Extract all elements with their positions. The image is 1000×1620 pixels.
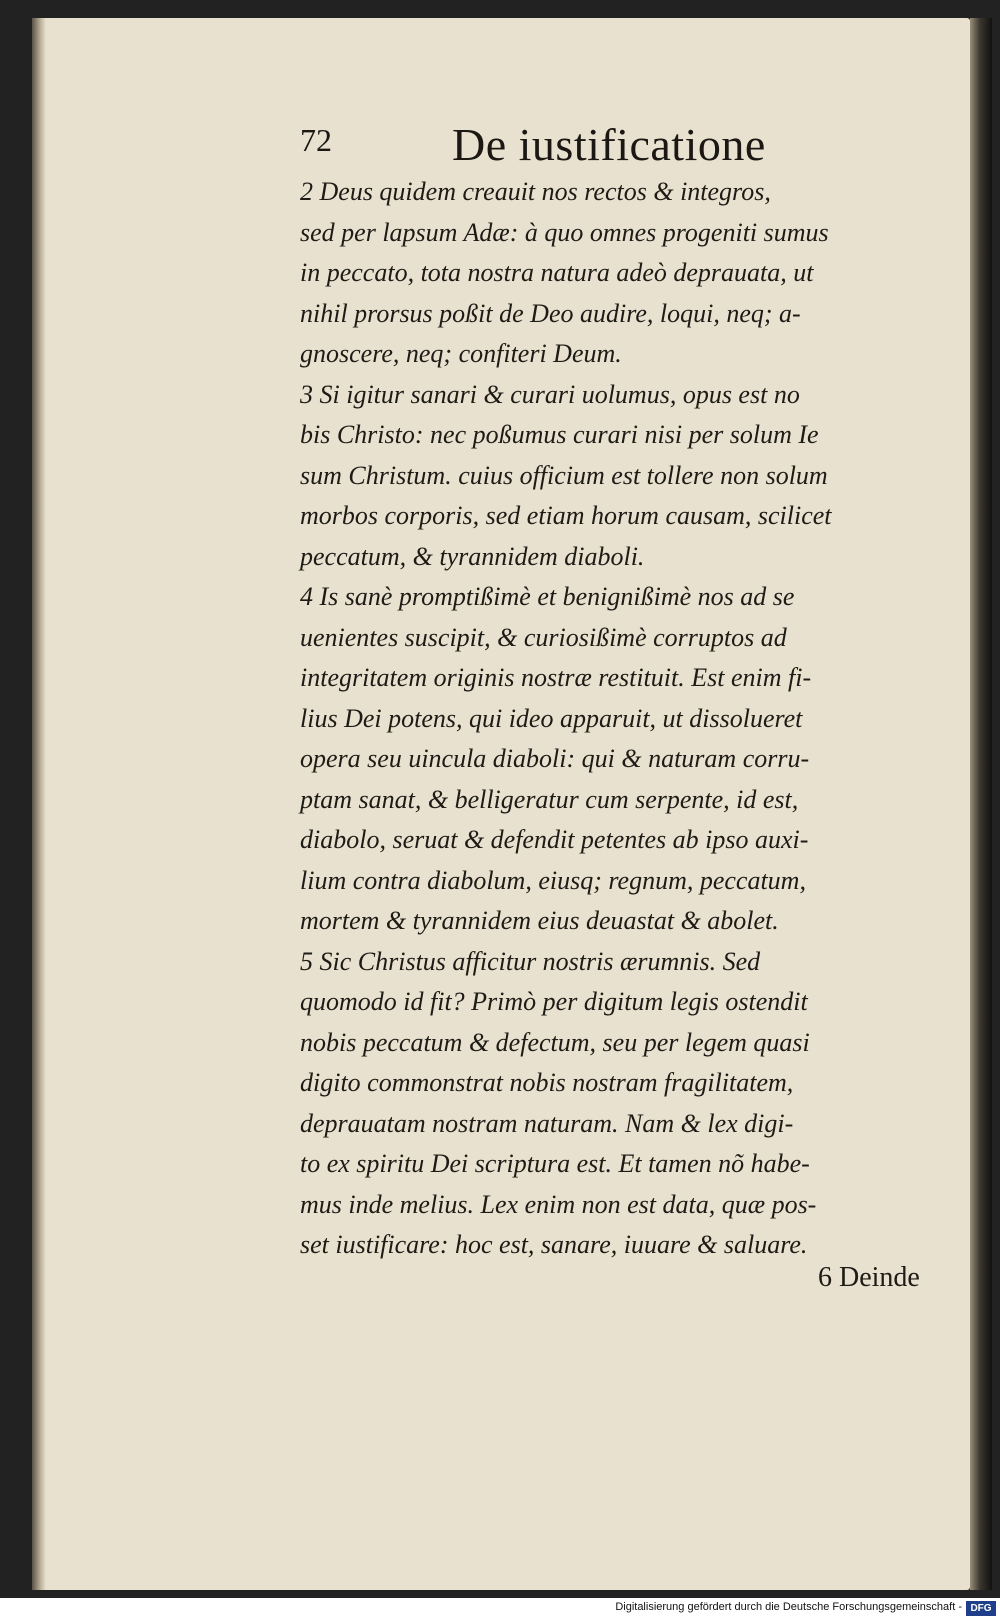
text-line: 2 Deus quidem creauit nos rectos & integros, <box>300 177 771 206</box>
page-edge-right <box>970 18 992 1590</box>
text-line: nobis peccatum & defectum, seu per legem quasi <box>300 1027 810 1057</box>
text-line: gnoscere, neq; confiteri Deum. <box>300 339 622 368</box>
catchword: 6 Deinde <box>818 1262 920 1293</box>
running-head <box>300 118 940 172</box>
running-title: De iustificatione <box>452 119 766 170</box>
page-number: 72 <box>300 122 332 158</box>
text-line: morbos corporis, sed etiam horum causam, scilicet <box>300 501 832 530</box>
text-line: 4 Is sanè promptißimè et benignißimè nos ad se <box>300 582 795 611</box>
text-line: sum Christum. cuius officium est tollere non solum <box>300 460 828 490</box>
text-line: nihil prorsus poßit de Deo audire, loqui, neq; a- <box>300 298 801 328</box>
text-line: lium contra diabolum, eiusq; regnum, peccatum, <box>300 865 806 895</box>
text-line: uenientes suscipit, & curiosißimè corruptos ad <box>300 622 787 652</box>
text-line: mortem & tyrannidem eius deuastat & abolet. <box>300 906 779 935</box>
text-line: 5 Sic Christus afficitur nostris ærumnis. Sed <box>300 946 761 976</box>
dfg-logo: DFG <box>966 1601 996 1616</box>
text-line: deprauatam nostram naturam. Nam & lex digi- <box>300 1108 794 1138</box>
text-line: 3 Si igitur sanari & curari uolumus, opus est no <box>300 379 800 409</box>
footer-bar <box>0 1598 1000 1620</box>
text-line: opera seu uincula diaboli: qui & naturam corru- <box>300 744 810 773</box>
funding-credit: Digitalisierung gefördert durch die Deutsche Forschungsgemeinschaft - <box>615 1601 962 1613</box>
text-line: peccatum, & tyrannidem diaboli. <box>300 541 645 571</box>
text-line: diabolo, seruat & defendit petentes ab ipso auxi- <box>300 825 809 854</box>
text-line: ptam sanat, & belligeratur cum serpente, id est, <box>300 784 799 814</box>
body-text <box>300 172 940 1266</box>
text-line: bis Christo: nec poßumus curari nisi per solum Ie <box>300 420 819 449</box>
text-line: in peccato, tota nostra natura adeò deprauata, ut <box>300 258 814 287</box>
text-line: mus inde melius. Lex enim non est data, quæ pos- <box>300 1189 817 1219</box>
text-line: integritatem originis nostræ restituit. Est enim fi- <box>300 663 812 692</box>
text-line: quomodo id fit? Primò per digitum legis ostendit <box>300 987 808 1016</box>
text-line: lius Dei potens, qui ideo apparuit, ut dissolueret <box>300 703 803 733</box>
page-edge-left <box>32 18 46 1590</box>
text-line: digito commonstrat nobis nostram fragilitatem, <box>300 1068 794 1097</box>
text-line: to ex spiritu Dei scriptura est. Et tamen nõ habe- <box>300 1149 810 1178</box>
text-line: set iustificare: hoc est, sanare, iuuare & saluare. <box>300 1230 808 1259</box>
text-line: sed per lapsum Adæ: à quo omnes progeniti sumus <box>300 217 829 247</box>
